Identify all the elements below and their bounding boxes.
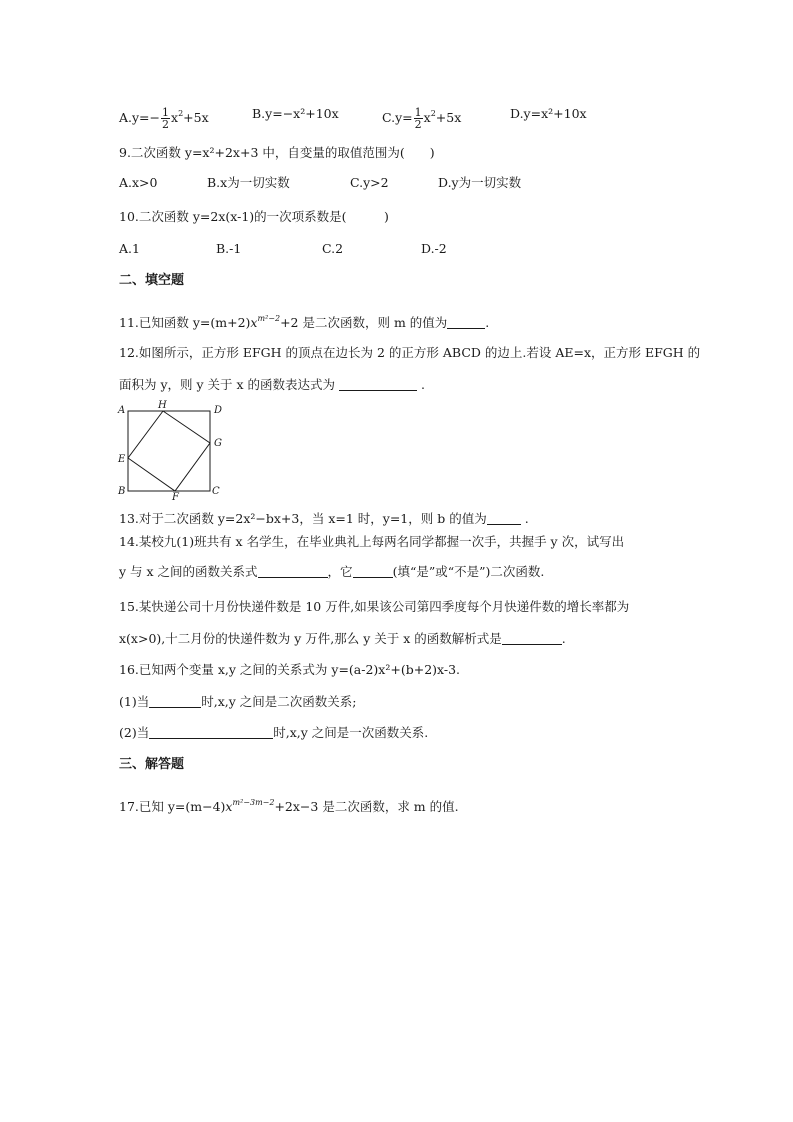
q9-option-d: D.y为一切实数 (438, 175, 522, 190)
q15-line-2: x(x>0),十二月份的快递件数为 y 万件,那么 y 关于 x 的函数解析式是 . (119, 631, 566, 646)
q13: 13.对于二次函数 y=2x²−bx+3，当 x=1 时，y=1，则 b 的值为 . (119, 511, 529, 526)
label-f: F (172, 492, 179, 500)
square-efgh (128, 411, 210, 491)
q11: 11.已知函数 $y=(m+2)x^{m^2-2}+2$ 是二次函数，则 m 的值为 . (119, 314, 490, 330)
label-h: H (158, 400, 167, 411)
answer-blank[interactable] (149, 695, 201, 708)
q10-option-a: A.1 (119, 241, 140, 256)
answer-blank[interactable] (447, 316, 485, 329)
q16-stem: 16.已知两个变量 x,y 之间的关系式为 y=(a-2)x²+(b+2)x-3. (119, 662, 460, 677)
label-b: B (118, 486, 126, 497)
q14-line-1: 14.某校九(1)班共有 x 名学生，在毕业典礼上每两名同学都握一次手，共握手 y 次，试写出 (119, 534, 625, 549)
q9-stem: 9.二次函数 y=x²+2x+3 中，自变量的取值范围为( ) (119, 145, 435, 160)
square-figure (116, 400, 226, 500)
square-abcd (128, 411, 210, 491)
answer-blank[interactable] (149, 726, 273, 739)
q14-line-2: y 与 x 之间的函数关系式 ，它 (填“是”或“不是”)二次函数. (119, 564, 545, 579)
answer-blank[interactable] (353, 565, 393, 578)
q9-option-a: A.x>0 (119, 175, 158, 190)
q17: 17.已知 $y=(m-4)x^{m^2-3m-2}+2x-3$ 是二次函数，求 m 的值. (119, 798, 459, 814)
label-e: E (118, 454, 126, 465)
answer-blank[interactable] (487, 512, 521, 525)
q16-part-1: (1)当 时,x,y 之间是二次函数关系; (119, 694, 357, 709)
q9-option-b: B.x为一切实数 (207, 175, 290, 190)
label-c: C (212, 486, 220, 497)
q10-option-c: C.2 (322, 241, 344, 256)
label-g: G (214, 438, 222, 449)
q8-option-d: D.y=x²+10x (510, 106, 587, 121)
label-d: D (214, 405, 223, 416)
fraction: $\frac{1}{2}$ (414, 106, 422, 131)
q10-stem: 10.二次函数 y=2x(x-1)的一次项系数是( ) (119, 209, 389, 224)
label-a: A (118, 405, 126, 416)
q9-option-c: C.y>2 (350, 175, 389, 190)
q12-line-1: 12.如图所示，正方形 EFGH 的顶点在边长为 2 的正方形 ABCD 的边上.若设 AE=x，正方形 EFGH 的 (119, 345, 701, 360)
q8-option-a: A.y=− $\frac{1}{2}$ $x^2+5x$ (119, 106, 209, 131)
q8-option-b: B.y=−x²+10x (252, 106, 339, 121)
q15-line-1: 15.某快递公司十月份快递件数是 10 万件,如果该公司第四季度每个月快递件数的增长率都为 (119, 599, 630, 614)
section-heading-answer: 三、解答题 (119, 757, 185, 772)
q16-part-2: (2)当 时,x,y 之间是一次函数关系. (119, 725, 429, 740)
q10-option-d: D.-2 (421, 241, 447, 256)
q8-option-c: C.y= $\frac{1}{2}$ $x^2+5x$ (382, 106, 462, 131)
fraction: $\frac{1}{2}$ (162, 106, 170, 131)
section-heading-fill-in: 二、填空题 (119, 273, 185, 288)
answer-blank[interactable] (258, 565, 328, 578)
q12-line-2: 面积为 y，则 y 关于 x 的函数表达式为 . (119, 377, 425, 392)
answer-blank[interactable] (339, 378, 417, 391)
answer-blank[interactable] (502, 632, 562, 645)
q10-option-b: B.-1 (216, 241, 242, 256)
